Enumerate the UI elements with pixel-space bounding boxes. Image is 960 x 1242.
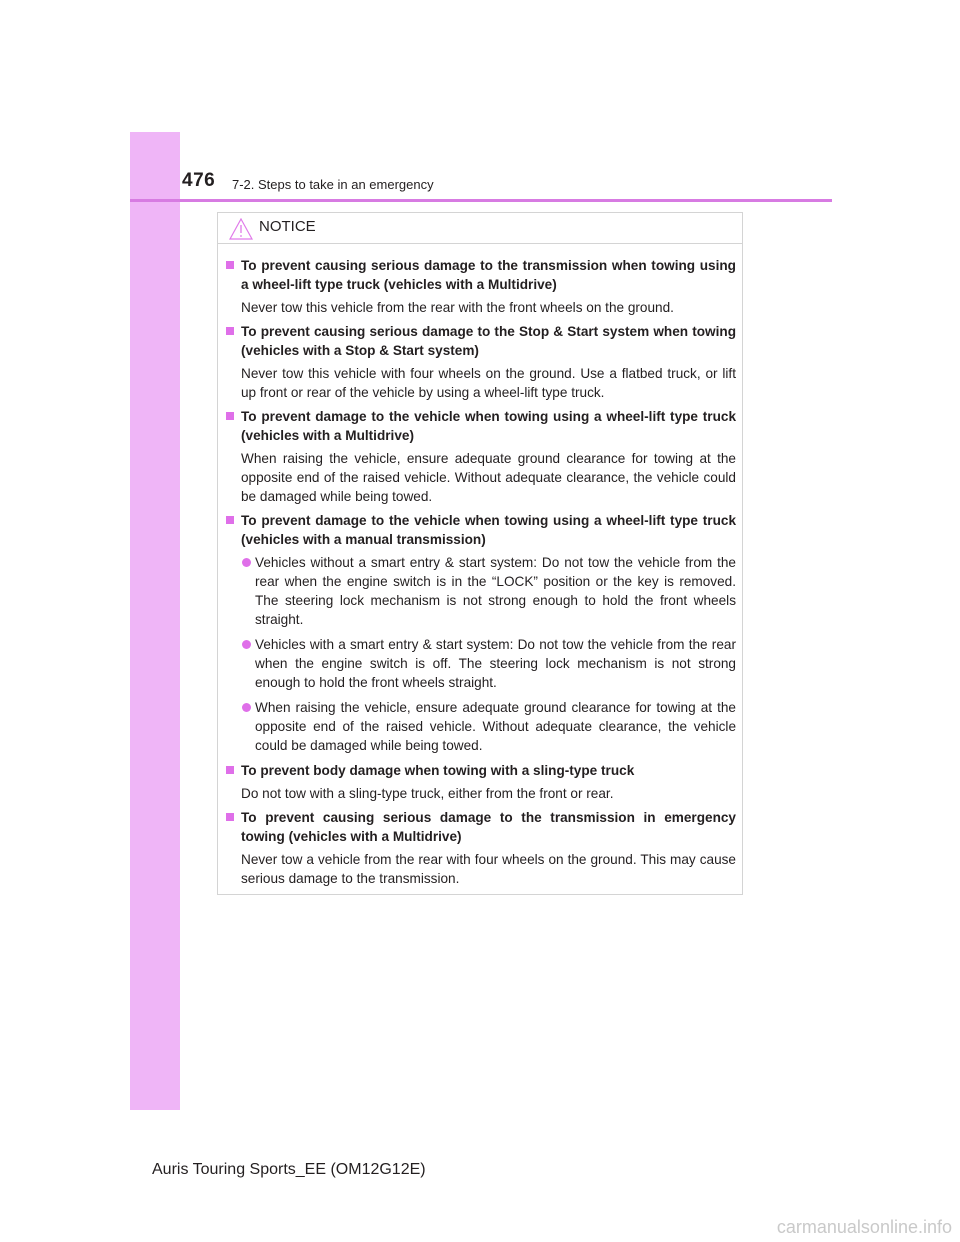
square-bullet-icon [226,261,234,269]
item-heading: To prevent causing serious damage to the transmission in emergency towing (vehicles with a Multidrive) [224,808,736,846]
notice-item [224,256,736,317]
notice-header [218,213,742,244]
item-heading: To prevent causing serious damage to the Stop & Start system when towing (vehicles with a Stop & Start system) [224,322,736,360]
square-bullet-icon [226,516,234,524]
square-bullet-icon [226,813,234,821]
square-bullet-icon [226,412,234,420]
dot-bullet-icon [242,703,251,712]
dot-bullet-icon [242,558,251,567]
item-text: Never tow this vehicle from the rear with the front wheels on the ground. [241,300,674,315]
header-rule [130,199,832,202]
chapter-side-tab [130,132,180,1110]
notice-box [217,212,743,895]
sub-item: Vehicles without a smart entry & start system: Do not tow the vehicle from the rear when the engine switch is in the “LOCK” position or the key is removed. The steering lock mechanism is not strong enough to hold the front wheels straight. [224,553,736,629]
item-heading: To prevent causing serious damage to the transmission when towing using a wheel-lift type truck (vehicles with a Multidrive) [224,256,736,294]
item-heading: To prevent damage to the vehicle when towing using a wheel-lift type truck (vehicles with a Multidrive) [224,407,736,445]
item-heading: To prevent body damage when towing with a sling-type truck [224,761,736,780]
item-text: Do not tow with a sling-type truck, either from the front or rear. [241,786,614,801]
warning-triangle-icon [229,218,253,240]
item-text: When raising the vehicle, ensure adequate ground clearance for towing at the opposite end of the raised vehicle. Without adequate clearance, the vehicle could be damaged while being towed. [241,451,736,504]
notice-item [224,808,736,888]
watermark: carmanualsonline.info [776,1217,952,1237]
notice-title: NOTICE [259,218,316,235]
sub-item: When raising the vehicle, ensure adequate ground clearance for towing at the opposite end of the raised vehicle. Without adequate clearance, the vehicle could be damaged while being towed. [224,698,736,755]
item-heading: To prevent damage to the vehicle when towing using a wheel-lift type truck (vehicles with a manual transmission) [224,511,736,549]
notice-body [218,244,742,888]
item-text: Never tow this vehicle with four wheels on the ground. Use a flatbed truck, or lift up front or rear of the vehicle by using a wheel-lift type truck. [241,366,736,400]
notice-item [224,407,736,506]
notice-item [224,322,736,402]
sub-item: Vehicles with a smart entry & start system: Do not tow the vehicle from the rear when the engine switch is off. The steering lock mechanism is not strong enough to hold the front wheels straight. [224,635,736,692]
square-bullet-icon [226,766,234,774]
notice-item [224,511,736,755]
page-number: 476 [182,170,216,191]
square-bullet-icon [226,327,234,335]
notice-item [224,761,736,803]
footer-model-code: Auris Touring Sports_EE (OM12G12E) [152,1161,426,1178]
section-title: 7-2. Steps to take in an emergency [232,177,434,192]
dot-bullet-icon [242,640,251,649]
item-text: Never tow a vehicle from the rear with four wheels on the ground. This may cause serious damage to the transmission. [241,852,736,886]
